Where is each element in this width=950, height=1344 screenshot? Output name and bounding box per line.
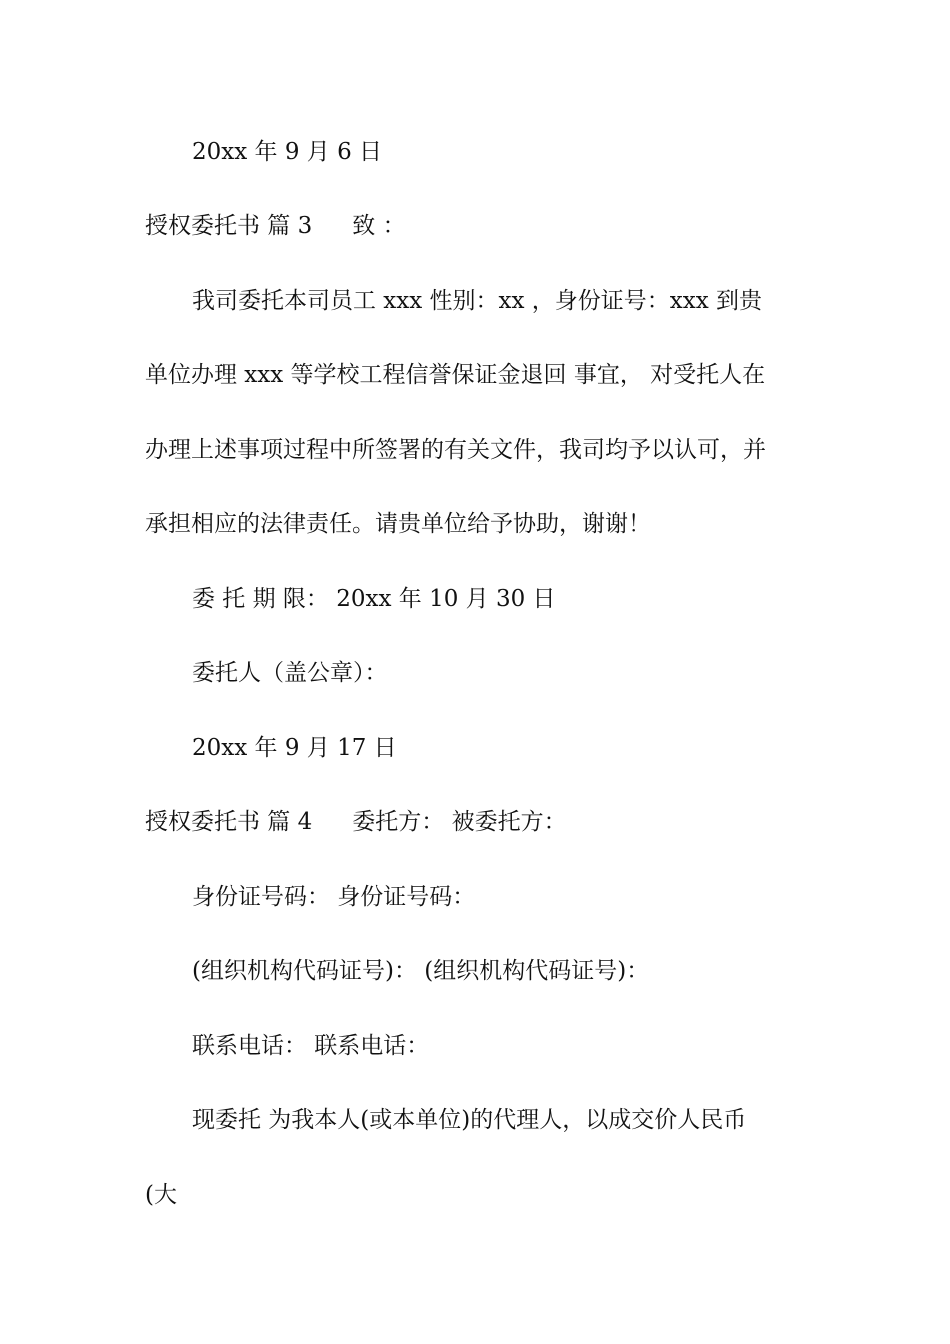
section-heading-3 <box>145 211 810 241</box>
phone-line: 联系电话： 联系电话： <box>192 1033 430 1059</box>
body-line-3: 办理上述事项过程中所签署的有关文件，我司均予以认可，并 <box>145 437 766 463</box>
section-title-4: 授权委托书 篇 4 <box>145 809 313 835</box>
principal-line: 委托人（盖公章）： <box>192 660 388 686</box>
body-line-6: (大 <box>145 1182 177 1208</box>
body-line-4: 承担相应的法律责任。请贵单位给予协助，谢谢！ <box>145 511 651 537</box>
org-code-line: (组织机构代码证号)： (组织机构代码证号)： <box>192 958 650 984</box>
addressee-line: 致 ： <box>352 213 406 239</box>
section-heading-4 <box>145 807 810 837</box>
body-line-5: 现委托 为我本人(或本单位)的代理人，以成交价人民币 <box>192 1107 747 1133</box>
section-title-3: 授权委托书 篇 3 <box>145 213 313 239</box>
parties-line: 委托方： 被委托方： <box>352 809 567 835</box>
body-line-2: 单位办理 xxx 等学校工程信誉保证金退回 事宜， 对受托人在 <box>145 362 766 388</box>
body-line-1: 我司委托本司员工 xxx 性别：xx ，身份证号：xxx 到贵 <box>192 288 763 314</box>
term-line: 委 托 期 限： 20xx 年 10 月 30 日 <box>192 586 556 612</box>
date-line-1: 20xx 年 9 月 6 日 <box>192 139 383 165</box>
id-line: 身份证号码： 身份证号码： <box>192 884 476 910</box>
date-line-2: 20xx 年 9 月 17 日 <box>192 735 397 761</box>
